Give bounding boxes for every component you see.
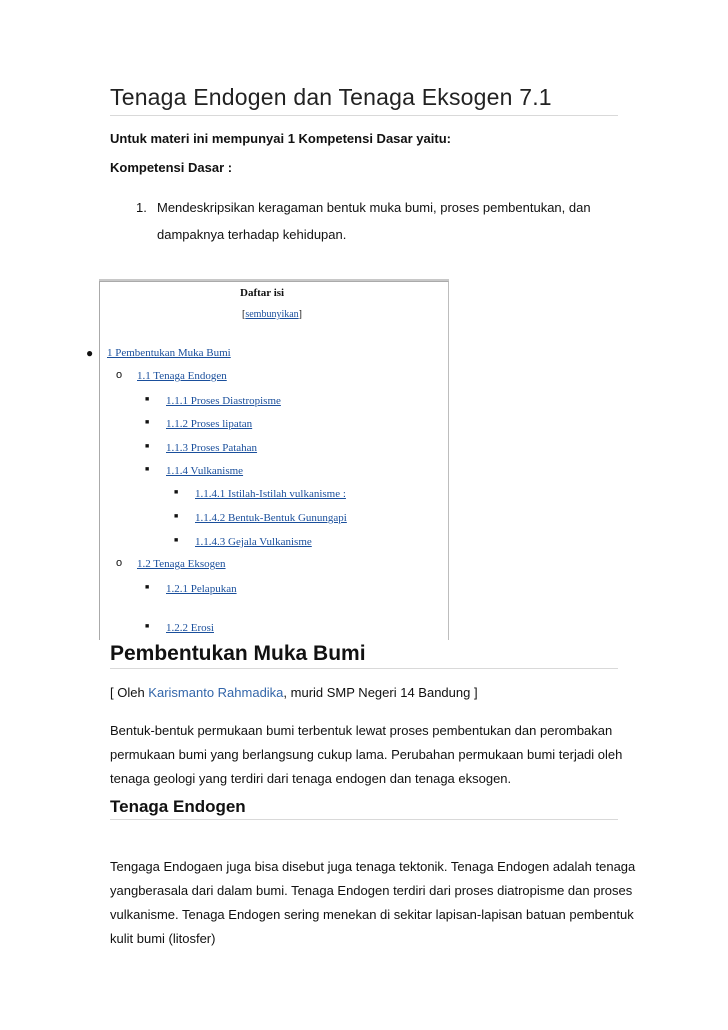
section-divider	[110, 819, 618, 820]
toc-item-patahan[interactable]: 1.1.3 Proses Patahan	[166, 442, 258, 454]
paragraph-line: Tengaga Endogaen juga bisa disebut juga tenaga tektonik. Tenaga Endogen adalah tenaga	[110, 859, 636, 874]
byline-suffix: , murid SMP Negeri 14 Bandung ]	[283, 685, 478, 700]
toc-bullet-circle: o	[116, 369, 123, 381]
section-heading-endogen: Tenaga Endogen	[110, 797, 246, 816]
page-title: Tenaga Endogen dan Tenaga Eksogen 7.1	[110, 84, 552, 110]
toc-bullet-disc: ●	[86, 346, 94, 360]
paragraph-line: Bentuk-bentuk permukaan bumi terbentuk lewat proses pembentukan dan perombakan	[110, 723, 613, 738]
toc-bullet-square: ■	[174, 537, 179, 544]
toc-item-pelapukan[interactable]: 1.2.1 Pelapukan	[166, 583, 237, 595]
kd-item-line1: Mendeskripsikan keragaman bentuk muka bumi, proses pembentukan, dan	[157, 200, 591, 215]
paragraph-line: permukaan bumi yang berlangsung cukup lama. Perubahan permukaan bumi terjadi oleh	[110, 747, 623, 762]
toc-item-diastropisme[interactable]: 1.1.1 Proses Diastropisme	[166, 395, 281, 407]
paragraph-line: tenaga geologi yang terdiri dari tenaga endogen dan tenaga eksogen.	[110, 771, 512, 786]
toc-bullet-square: ■	[174, 513, 179, 520]
table-of-contents	[99, 281, 449, 640]
toc-bullet-square: ■	[145, 443, 150, 450]
toc-hide-link[interactable]: sembunyikan	[245, 309, 299, 320]
toc-bullet-circle: o	[116, 557, 123, 569]
kd-item-line2: dampaknya terhadap kehidupan.	[157, 227, 347, 242]
author-link[interactable]: Karismanto Rahmadika	[148, 685, 284, 700]
section-heading-pembentukan: Pembentukan Muka Bumi	[110, 642, 366, 665]
toc-item-bentuk-gunungapi[interactable]: 1.1.4.2 Bentuk-Bentuk Gunungapi	[195, 512, 347, 524]
toc-item-vulkanisme[interactable]: 1.1.4 Vulkanisme	[166, 465, 244, 477]
toc-title: Daftar isi	[240, 287, 285, 299]
paragraph-line: kulit bumi (litosfer)	[110, 931, 216, 946]
toc-item-erosi[interactable]: 1.2.2 Erosi	[166, 622, 214, 634]
toc-toggle	[242, 309, 302, 320]
toc-bullet-square: ■	[145, 584, 150, 591]
byline-prefix: [ Oleh	[110, 685, 149, 700]
toc-bullet-square: ■	[145, 396, 150, 403]
kd-label: Kompetensi Dasar :	[110, 160, 233, 175]
paragraph-line: vulkanisme. Tenaga Endogen sering menekan di sekitar lapisan-lapisan batuan pembentuk	[110, 907, 634, 922]
toc-item-lipatan[interactable]: 1.1.2 Proses lipatan	[166, 418, 253, 430]
toc-item-eksogen[interactable]: 1.2 Tenaga Eksogen	[137, 558, 226, 570]
toc-toggle-open: [	[242, 309, 246, 320]
materi-line: Untuk materi ini mempunyai 1 Kompetensi Dasar yaitu:	[110, 131, 451, 146]
toc-bullet-square: ■	[174, 489, 179, 496]
kd-item-number: 1.	[136, 200, 147, 215]
section-divider	[110, 668, 618, 669]
toc-item-pembentukan[interactable]: 1 Pembentukan Muka Bumi	[107, 347, 231, 359]
paragraph-line: yangberasala dari dalam bumi. Tenaga Endogen terdiri dari proses diatropisme dan proses	[110, 883, 633, 898]
toc-toggle-close: ]	[298, 309, 303, 320]
byline	[110, 685, 478, 700]
toc-item-gejala[interactable]: 1.1.4.3 Gejala Vulkanisme	[195, 536, 312, 548]
toc-bullet-square: ■	[145, 419, 150, 426]
title-divider	[110, 115, 618, 116]
toc-bullet-square: ■	[145, 466, 150, 473]
toc-item-istilah[interactable]: 1.1.4.1 Istilah-Istilah vulkanisme :	[195, 488, 346, 500]
toc-bullet-square: ■	[145, 623, 150, 630]
toc-item-endogen[interactable]: 1.1 Tenaga Endogen	[137, 370, 227, 382]
